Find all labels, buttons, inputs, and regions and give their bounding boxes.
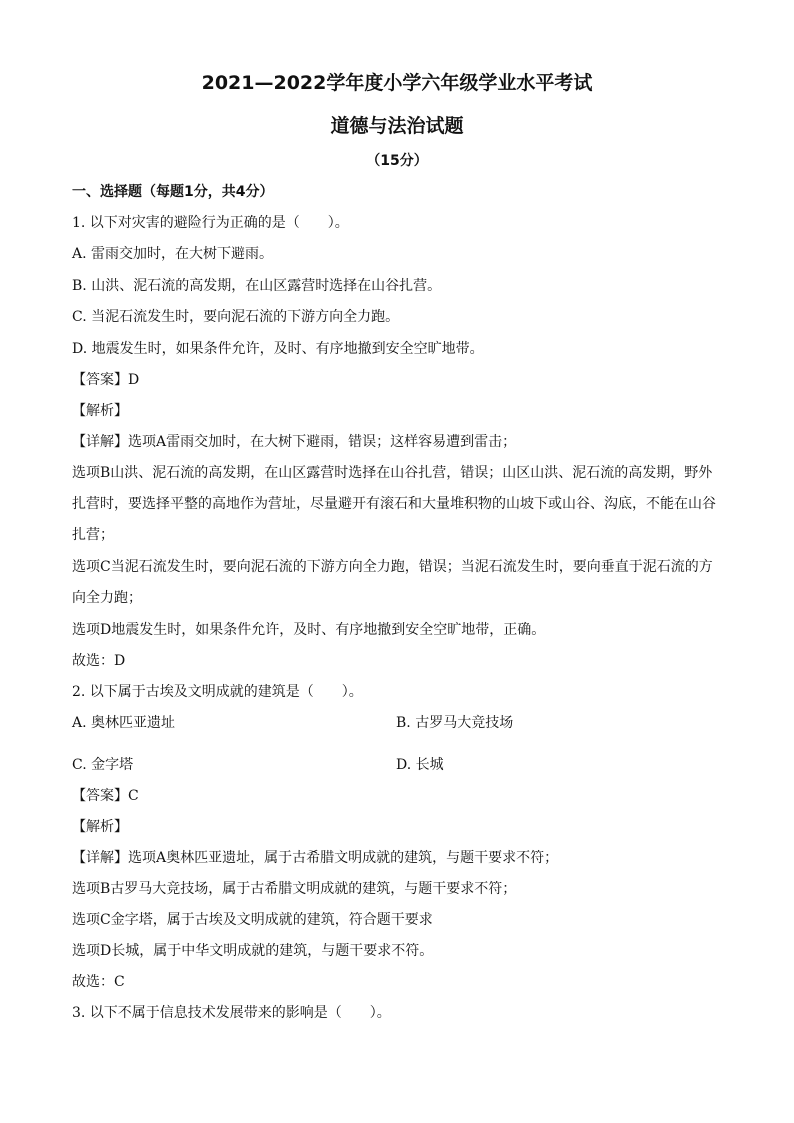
q2-detail-b: 选项B古罗马大竞技场，属于古希腊文明成就的建筑，与题干要求不符；: [72, 881, 517, 897]
q1-option-d: D. 地震发生时，如果条件允许，及时、有序地撤到安全空旷地带。: [72, 341, 484, 357]
exam-title: 2021—2022学年度小学六年级学业水平考试: [201, 72, 593, 94]
q1-detail-a: 【详解】选项A雷雨交加时，在大树下避雨，错误；这样容易遭到雷击；: [72, 434, 517, 450]
q1-detail-b-line1: 选项B山洪、泥石流的高发期，在山区露营时选择在山谷扎营，错误；山区山洪、泥石流的高发期，野外: [72, 465, 713, 481]
q2-answer: 【答案】C: [72, 788, 139, 804]
q2-option-a: A. 奥林匹亚遗址: [72, 715, 176, 731]
exam-score: （15分）: [366, 153, 428, 169]
q1-analysis-label: 【解析】: [72, 403, 128, 419]
q2-detail-a: 【详解】选项A奥林匹亚遗址，属于古希腊文明成就的建筑，与题干要求不符；: [72, 850, 559, 866]
q1-option-a: A. 雷雨交加时，在大树下避雨。: [72, 246, 274, 262]
q2-analysis-label: 【解析】: [72, 819, 128, 835]
q2-option-c: C. 金字塔: [72, 757, 134, 773]
q1-detail-c-line1: 选项C当泥石流发生时，要向泥石流的下游方向全力跑，错误；当泥石流发生时，要向垂直于泥石流的方: [72, 559, 713, 575]
q2-detail-d: 选项D长城，属于中华文明成就的建筑，与题干要求不符。: [72, 943, 434, 959]
q2-choose: 故选：C: [72, 974, 125, 990]
q1-detail-b-line2: 扎营时，要选择平整的高地作为营址，尽量避开有滚石和大量堆积物的山坡下或山谷、沟底，不能在山谷: [72, 496, 716, 512]
q1-option-b: B. 山洪、泥石流的高发期，在山区露营时选择在山谷扎营。: [72, 278, 442, 294]
q2-option-d: D. 长城: [396, 757, 444, 773]
exam-subtitle: 道德与法治试题: [330, 115, 464, 137]
q1-answer: 【答案】D: [72, 372, 140, 388]
q1-stem: 1. 以下对灾害的避险行为正确的是（ ）。: [72, 215, 349, 231]
q2-stem: 2. 以下属于古埃及文明成就的建筑是（ ）。: [72, 684, 363, 700]
section-heading: 一、选择题（每题1分，共4分）: [72, 184, 274, 200]
q2-detail-c: 选项C金字塔，属于古埃及文明成就的建筑，符合题干要求: [72, 912, 433, 928]
q2-option-b: B. 古罗马大竞技场: [396, 715, 514, 731]
q1-detail-c-line2: 向全力跑；: [72, 590, 142, 606]
q1-choose: 故选：D: [72, 653, 126, 669]
q3-stem: 3. 以下不属于信息技术发展带来的影响是（ ）。: [72, 1005, 391, 1021]
q1-detail-b-line3: 扎营；: [72, 527, 114, 543]
q1-option-c: C. 当泥石流发生时，要向泥石流的下游方向全力跑。: [72, 309, 400, 325]
q1-detail-d: 选项D地震发生时，如果条件允许，及时、有序地撤到安全空旷地带，正确。: [72, 622, 546, 638]
